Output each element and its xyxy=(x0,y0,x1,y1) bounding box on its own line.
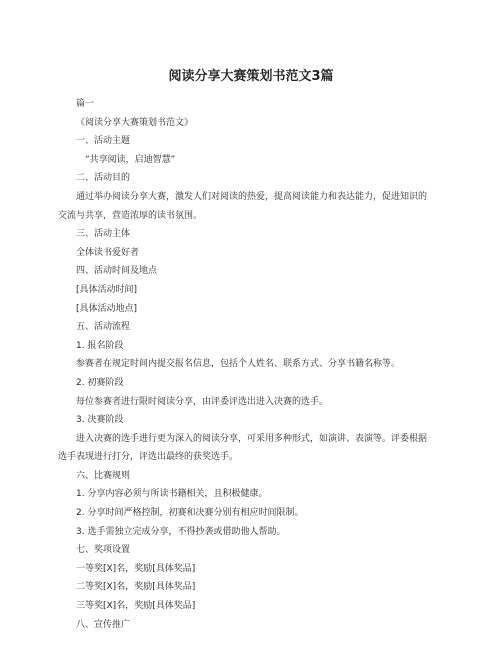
registration-text: 参赛者在规定时间内提交报名信息，包括个人姓名、联系方式、分享书籍名称等。 xyxy=(76,359,401,370)
theme-text: “共享阅读，启迪智慧” xyxy=(85,154,176,165)
section-heading-purpose: 二、活动目的 xyxy=(76,173,131,184)
section-heading-participants: 三、活动主体 xyxy=(76,229,131,240)
participants-text: 全体读书爱好者 xyxy=(76,247,140,258)
rule-item-2: 2. 分享时间严格控制，初赛和决赛分别有相应时间限制。 xyxy=(76,508,304,519)
step-heading-registration: 1. 报名阶段 xyxy=(76,340,124,351)
step-heading-final: 3. 决赛阶段 xyxy=(76,415,124,426)
section-heading-time-place: 四、活动时间及地点 xyxy=(76,266,158,277)
final-paragraph: 进入决赛的选手进行更为深入的阅读分享，可采用多种形式，如演讲、表演等。评委根据选手表现进行打分，评选出最终的获奖选手。 xyxy=(58,433,428,463)
preliminary-text: 每位参赛者进行限时阅读分享，由评委评选出进入决赛的选手。 xyxy=(76,396,329,407)
section-heading-awards: 七、奖项设置 xyxy=(76,545,131,556)
place-placeholder: [具体活动地点] xyxy=(76,303,138,314)
rule-item-3: 3. 选手需独立完成分享，不得抄袭或借助他人帮助。 xyxy=(76,526,286,537)
section-heading-process: 五、活动流程 xyxy=(76,322,131,333)
step-heading-preliminary: 2. 初赛阶段 xyxy=(76,377,124,388)
award-third: 三等奖[X]名，奖励[具体奖品] xyxy=(76,601,196,612)
purpose-paragraph: 通过举办阅读分享大赛，激发人们对阅读的热爱，提高阅读能力和表达能力，促进知识的交流与共享，营造浓厚的读书氛围。 xyxy=(58,191,428,221)
rule-item-1: 1. 分享内容必须与所读书籍相关，且积极健康。 xyxy=(76,489,268,500)
section-heading-theme: 一、活动主题 xyxy=(76,136,131,147)
section-heading-promotion: 八、宣传推广 xyxy=(76,619,131,630)
document-body xyxy=(58,95,434,634)
time-placeholder: [具体活动时间] xyxy=(76,284,138,295)
article-heading: 《阅读分享大赛策划书范文》 xyxy=(76,117,194,128)
award-second: 二等奖[X]名，奖励[具体奖品] xyxy=(76,582,196,593)
section-label-part-one: 篇一 xyxy=(76,99,95,109)
document-title: 阅读分享大赛策划书范文3篇 xyxy=(168,69,334,84)
section-heading-rules: 六、比赛规则 xyxy=(76,470,131,481)
award-first: 一等奖[X]名，奖励[具体奖品] xyxy=(76,563,196,574)
